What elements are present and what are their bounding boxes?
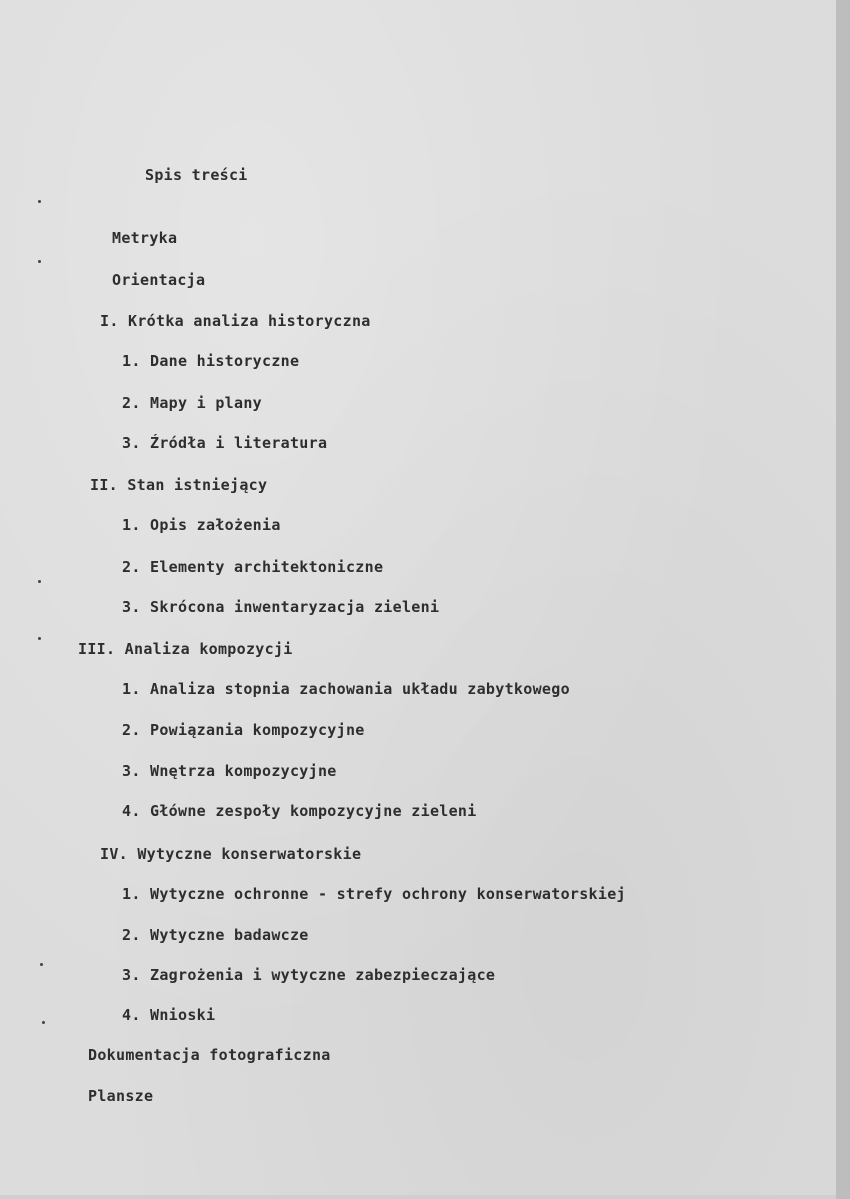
toc-entry-text: Krótka analiza historyczna — [128, 312, 371, 330]
toc-entry-number: 2. — [122, 394, 141, 412]
toc-entry — [88, 1046, 331, 1064]
toc-entry-number: 1. — [122, 352, 141, 370]
toc-entry-text: Analiza kompozycji — [124, 640, 293, 658]
toc-entry — [122, 516, 281, 534]
toc-entry-text: Stan istniejący — [127, 476, 268, 494]
toc-entry — [122, 680, 570, 698]
toc-entry-number: 2. — [122, 926, 141, 944]
toc-entry — [122, 885, 626, 903]
toc-entry — [122, 926, 309, 944]
toc-entry — [122, 762, 337, 780]
toc-entry-number: 3. — [122, 762, 141, 780]
toc-entry — [122, 352, 299, 370]
toc-entry-number: II. — [90, 476, 118, 494]
toc-entry-number: 2. — [122, 721, 141, 739]
page-title: Spis treści — [145, 166, 248, 184]
toc-entry-text: Wnętrza kompozycyjne — [150, 762, 337, 780]
toc-entry-text: Opis założenia — [150, 516, 281, 534]
toc-entry — [100, 845, 361, 863]
toc-entry — [122, 1006, 215, 1024]
margin-speck — [40, 963, 43, 966]
toc-entry — [100, 312, 371, 330]
toc-entry — [122, 802, 477, 820]
margin-speck — [42, 1021, 45, 1024]
toc-entry-number: 4. — [122, 802, 141, 820]
toc-entry-number: 3. — [122, 434, 141, 452]
toc-entry-number: III. — [78, 640, 116, 658]
toc-entry-text: Wytyczne ochronne - strefy ochrony konserwatorskiej — [150, 885, 626, 903]
toc-entry — [122, 966, 495, 984]
toc-entry-number: 1. — [122, 516, 141, 534]
page-edge — [836, 0, 850, 1199]
toc-entry-number: 2. — [122, 558, 141, 576]
toc-entry-text: Wytyczne badawcze — [150, 926, 309, 944]
toc-entry-text: Metryka — [112, 229, 178, 247]
toc-entry-text: Wytyczne konserwatorskie — [137, 845, 362, 863]
toc-entry — [112, 271, 205, 289]
toc-entry-text: Plansze — [88, 1087, 154, 1105]
toc-entry-text: Zagrożenia i wytyczne zabezpieczające — [150, 966, 496, 984]
toc-entry-text: Źródła i literatura — [150, 434, 328, 452]
toc-entry — [78, 640, 293, 658]
toc-entry-number: 1. — [122, 680, 141, 698]
toc-entry — [122, 434, 327, 452]
toc-entry-text: Elementy architektoniczne — [150, 558, 384, 576]
toc-entry-number: 4. — [122, 1006, 141, 1024]
toc-entry-number: IV. — [100, 845, 128, 863]
toc-entry-text: Orientacja — [112, 271, 206, 289]
margin-speck — [38, 637, 41, 640]
toc-entry-text: Skrócona inwentaryzacja zieleni — [150, 598, 440, 616]
toc-entry-text: Główne zespoły kompozycyjne zieleni — [150, 802, 477, 820]
toc-entry — [122, 394, 262, 412]
margin-speck — [38, 580, 41, 583]
toc-entry-text: Wnioski — [150, 1006, 216, 1024]
toc-entry-text: Mapy i plany — [150, 394, 262, 412]
toc-entry-text: Powiązania kompozycyjne — [150, 721, 365, 739]
toc-entry-text: Analiza stopnia zachowania układu zabytkowego — [150, 680, 570, 698]
toc-entry — [122, 721, 365, 739]
toc-entry — [122, 558, 383, 576]
toc-entry-text: Dane historyczne — [150, 352, 300, 370]
toc-entry-text: Dokumentacja fotograficzna — [88, 1046, 331, 1064]
toc-entry — [90, 476, 267, 494]
margin-speck — [38, 260, 41, 263]
toc-entry — [112, 229, 177, 247]
toc-entry-number: 3. — [122, 598, 141, 616]
toc-entry — [122, 598, 439, 616]
toc-entry-number: 1. — [122, 885, 141, 903]
toc-entry-number: 3. — [122, 966, 141, 984]
toc-entry-number: I. — [100, 312, 119, 330]
margin-speck — [38, 200, 41, 203]
toc-entry — [88, 1087, 153, 1105]
